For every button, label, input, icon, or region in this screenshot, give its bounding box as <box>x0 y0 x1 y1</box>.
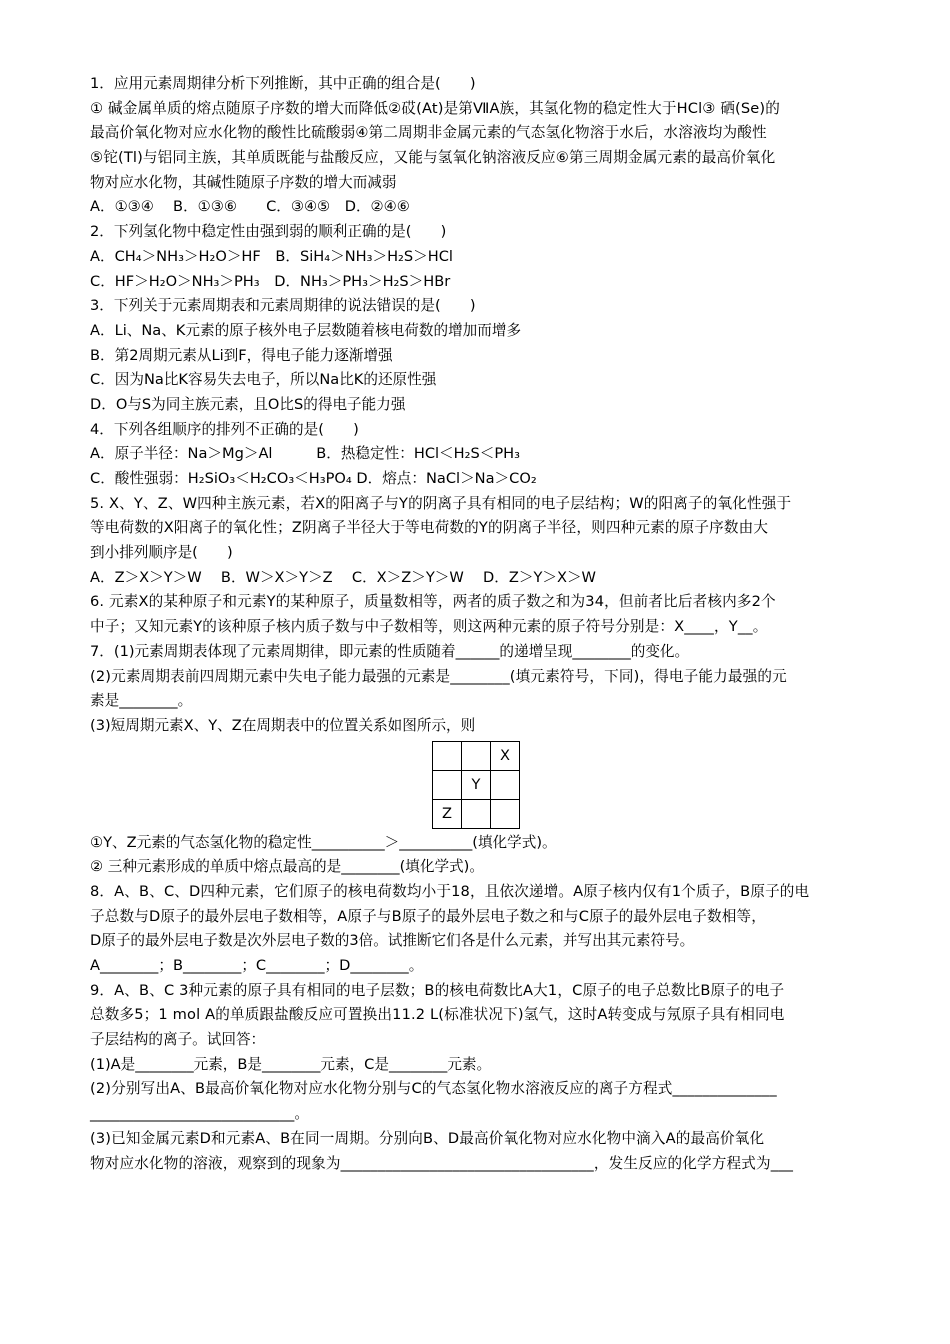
grid-cell-x: X <box>491 741 520 770</box>
text-line: 总数多5；1 mol A的单质跟盐酸反应可置换出11.2 L(标准状况下)氢气，这时A转变成与氖原子具有相同电 <box>90 1006 785 1024</box>
text-line: (1)A是________元素，B是________元素，C是________元素。 <box>90 1055 492 1073</box>
answer-options: A．原子半径：Na＞Mg＞Al B．热稳定性：HCl＜H₂S＜PH₃ <box>90 445 520 463</box>
grid-cell <box>491 770 520 799</box>
text-line: 5. X、Y、Z、W四种主族元素，若X的阳离子与Y的阴离子具有相同的电子层结构；W的阳离子的氧化性强于 <box>90 494 792 512</box>
text-line: 6. 元素X的某种原子和元素Y的某种原子，质量数相等，两者的质子数之和为34，但前者比后者核内多2个 <box>90 593 776 611</box>
text-line: (3)已知金属元素D和元素A、B在同一周期。分别向B、D最高价氧化物对应水化物中滴入A的最高价氧化 <box>90 1129 765 1147</box>
text-line: (3)短周期元素X、Y、Z在周期表中的位置关系如图所示，则 <box>90 716 476 734</box>
text-line: ⑤铊(Tl)与铝同主族，其单质既能与盐酸反应，又能与氢氧化钠溶液反应⑥第三周期金属元素的最高价氧化 <box>90 149 776 167</box>
answer-option: A．Li、Na、K元素的原子核外电子层数随着核电荷数的增加而增多 <box>90 321 522 339</box>
grid-cell-y: Y <box>462 770 491 799</box>
text-line: (2)分别写出A、B最高价氧化物对应水化物分别与C的气态氢化物水溶液反应的离子方程式______________ <box>90 1080 777 1098</box>
answer-option: B．第2周期元素从Li到F，得电子能力逐渐增强 <box>90 346 393 364</box>
worksheet <box>90 72 864 1176</box>
text-line: 中子；又知元素Y的该种原子核内质子数与中子数相等，则这两种元素的原子符号分别是：X____，Y__。 <box>90 618 768 636</box>
answer-options: C．酸性强弱：H₂SiO₃＜H₂CO₃＜H₃PO₄ D．熔点：NaCl＞Na＞CO₂ <box>90 470 537 487</box>
text-line: (2)元素周期表前四周期元素中失电子能力最强的元素是________(填元素符号，下同)，得电子能力最强的元 <box>90 667 787 685</box>
answer-options: A．①③④ B．①③⑥ C．③④⑤ D．②④⑥ <box>90 198 410 216</box>
text-line: 子总数与D原子的最外层电子数相等，A原子与B原子的最外层电子数之和与C原子的最外层电子数相等， <box>90 907 767 925</box>
text-line: 素是________。 <box>90 692 193 710</box>
text-line: ①Y、Z元素的气态氢化物的稳定性__________＞__________(填化学式)。 <box>90 833 557 851</box>
text-line: 到小排列顺序是( ) <box>90 544 233 562</box>
periodic-table-diagram <box>90 739 864 831</box>
text-line: 最高价氧化物对应水化物的酸性比硫酸弱④第二周期非金属元素的气态氢化物溶于水后，水溶液均为酸性 <box>90 124 767 142</box>
text-line: 1．应用元素周期律分析下列推断，其中正确的组合是( ) <box>90 75 476 92</box>
text-line: 4．下列各组顺序的排列不正确的是( ) <box>90 420 359 438</box>
text-line: 7．(1)元素周期表体现了元素周期律，即元素的性质随着______的递增呈现________的变化。 <box>90 642 690 660</box>
text-line: 物对应水化物，其碱性随原子序数的增大而减弱 <box>90 173 397 191</box>
answer-options: A．CH₄＞NH₃＞H₂O＞HF B．SiH₄＞NH₃＞H₂S＞HCl <box>90 247 453 265</box>
text-line: 物对应水化物的溶液，观察到的现象为__________________________________，发生反应的化学方程式为___ <box>90 1154 794 1172</box>
text-line: ____________________________。 <box>90 1105 309 1123</box>
text-line: 等电荷数的X阳离子的氧化性；Z阴离子半径大于等电荷数的Y的阴离子半径，则四种元素的原子序数由大 <box>90 519 769 537</box>
text-line: 8．A、B、C、D四种元素，它们原子的核电荷数均小于18，且依次递增。A原子核内仅有1个质子，B原子的电 <box>90 882 810 900</box>
answer-options: A．Z＞X＞Y＞W B．W＞X＞Y＞Z C．X＞Z＞Y＞W D．Z＞Y＞X＞W <box>90 568 596 586</box>
answer-option: D．O与S为同主族元素，且O比S的得电子能力强 <box>90 395 406 413</box>
text-line: ① 碱金属单质的熔点随原子序数的增大而降低②砹(At)是第ⅦA族，其氢化物的稳定性大于HCl③ 硒(Se)的 <box>90 99 781 117</box>
text-line: ② 三种元素形成的单质中熔点最高的是________(填化学式)。 <box>90 858 484 876</box>
grid-cell <box>433 770 462 799</box>
text-line: 2．下列氢化物中稳定性由强到弱的顺利正确的是( ) <box>90 223 447 241</box>
text-line: 9．A、B、C 3种元素的原子具有相同的电子层数；B的核电荷数比A大1，C原子的电子总数比B原子的电子 <box>90 981 785 999</box>
grid-cell <box>433 741 462 770</box>
text-line: 3．下列关于元素周期表和元素周期律的说法错误的是( ) <box>90 297 476 315</box>
grid-cell-z: Z <box>433 799 462 828</box>
text-line: 子层结构的离子。试回答： <box>90 1031 266 1049</box>
answer-options: C．HF＞H₂O＞NH₃＞PH₃ D．NH₃＞PH₃＞H₂S＞HBr <box>90 272 451 290</box>
grid-cell <box>491 799 520 828</box>
text-line: A________；B________；C________；D________。 <box>90 957 424 974</box>
grid-cell <box>462 799 491 828</box>
grid-cell <box>462 741 491 770</box>
text-line: D原子的最外层电子数是次外层电子数的3倍。试推断它们各是什么元素，并写出其元素符号。 <box>90 932 695 950</box>
answer-option: C．因为Na比K容易失去电子，所以Na比K的还原性强 <box>90 371 437 389</box>
position-grid <box>432 741 520 829</box>
